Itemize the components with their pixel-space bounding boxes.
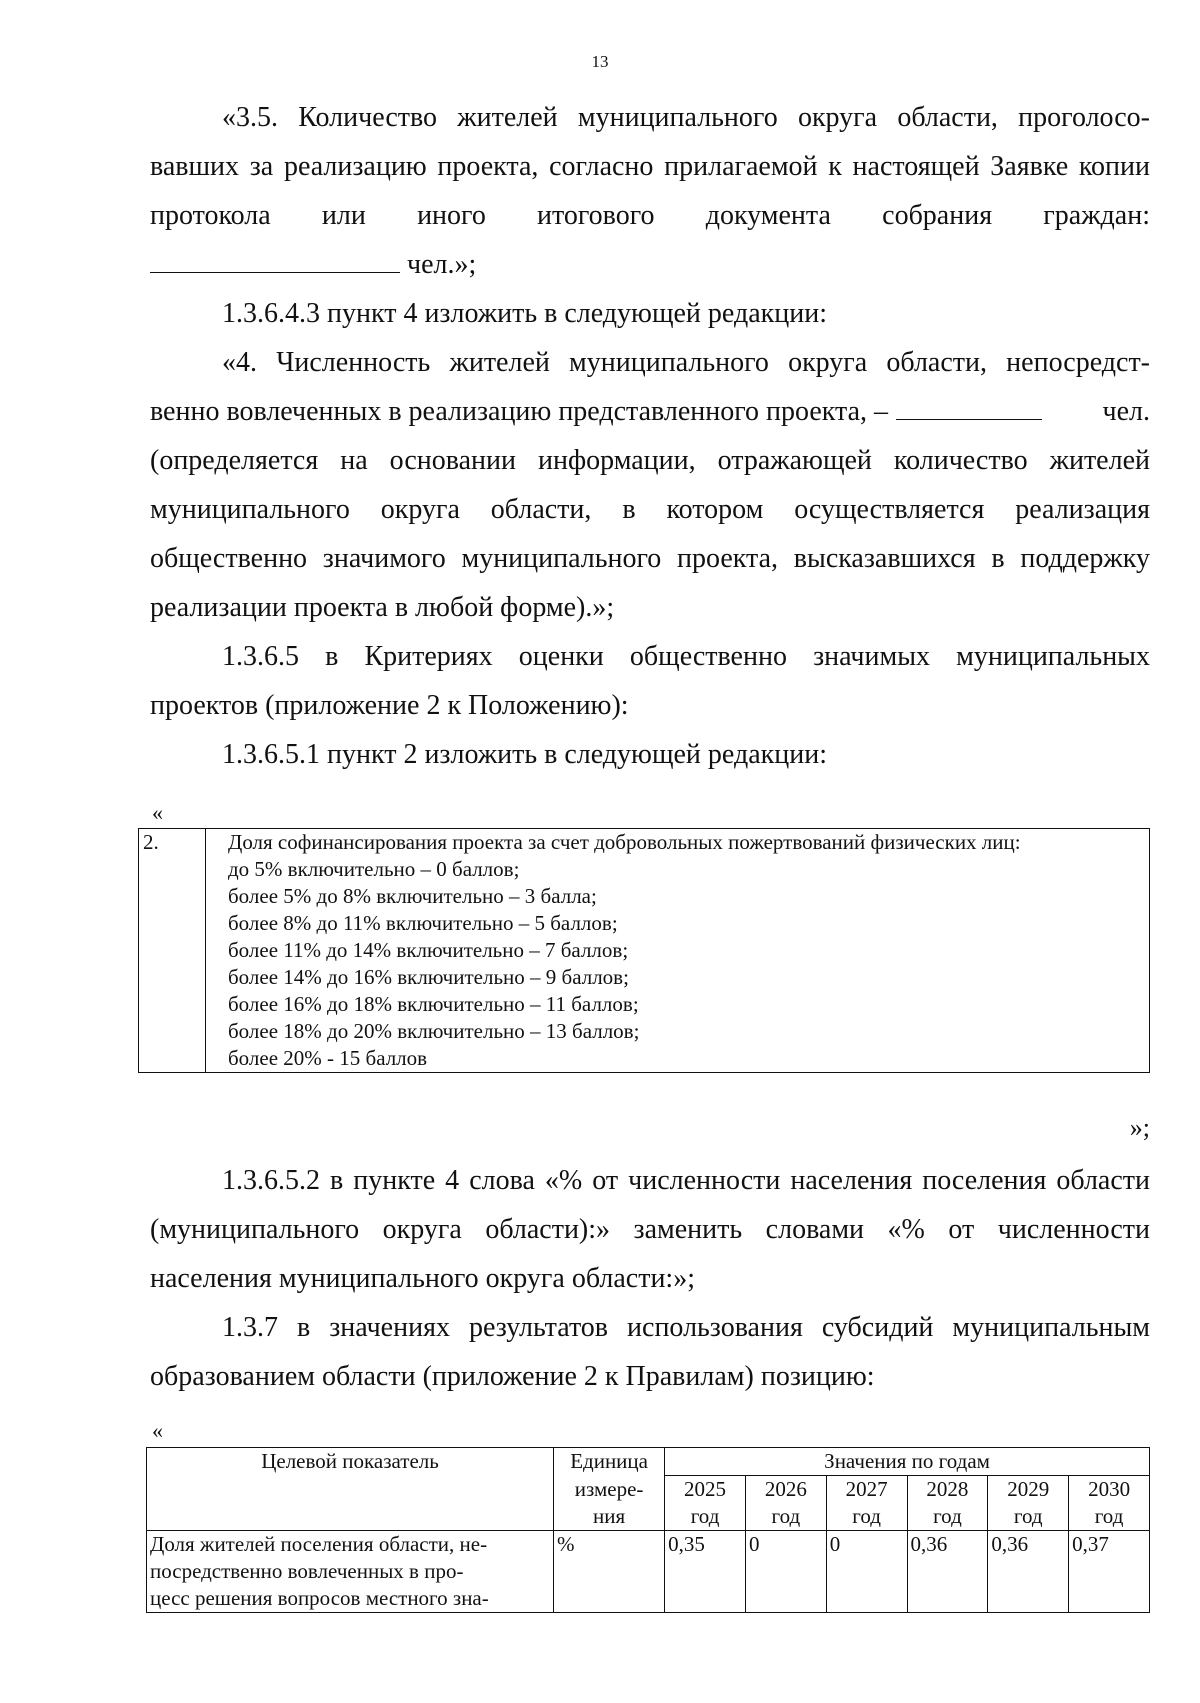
blank-line [150,250,400,273]
item-1-3-7: 1.3.7 в значениях результатов использования субсидий муниципальным образованием области (приложение 2 к Правилам) позицию: [150,1312,1150,1392]
item-1-3-6-5-2: 1.3.6.5.2 в пункте 4 слова «% от численности населения поселения области (муниципального округа области):» заменить словами «% от численности населения муниципального округа области:»; [150,1165,1150,1294]
header-year: 2030 [1069,1476,1150,1504]
header-year-word: год [907,1503,988,1531]
header-year: 2029 [988,1476,1069,1504]
criteria-option: более 14% до 16% включительно – 9 баллов; [228,965,629,989]
table-row [139,829,1150,1073]
header-year-word: год [988,1503,1069,1531]
header-year: 2025 [665,1476,746,1504]
header-unit: ния [554,1503,665,1531]
header-indicator: Целевой показатель [147,1448,554,1476]
p4-line2 [150,387,1150,436]
p35-line4 [150,240,1150,289]
indicator-value: 0,35 [665,1531,746,1613]
quote-open-2: « [152,1418,163,1443]
p4-line2-text: венно вовлеченных в реализацию представленного проекта, – [150,396,889,427]
p35-line3: протокола или иного итогового документа собрания граждан: [150,200,1150,231]
blank-line [896,397,1042,420]
indicator-unit: % [554,1531,665,1613]
criteria-option: более 20% - 15 баллов [228,1046,428,1070]
header-year: 2028 [907,1476,988,1504]
indicator-value: 0 [826,1531,907,1613]
criteria-cell [206,829,1150,1073]
p35-line1: «3.5. Количество жителей муниципального округа области, проголосо- [222,102,1150,133]
criteria-option: более 16% до 18% включительно – 11 баллов; [228,992,639,1016]
header-year: 2026 [745,1476,826,1504]
table-header-row [147,1476,1150,1504]
p4-line1: «4. Численность жителей муниципального округа области, непосредст- [222,347,1150,378]
criteria-table [138,828,1150,1073]
p4-line2-unit: чел. [1102,396,1150,427]
page-number: 13 [591,52,609,71]
indicator-value: 0 [745,1531,826,1613]
criteria-number: 2. [139,829,206,1073]
item-1-3-6-5: 1.3.6.5 в Критериях оценки общественно значимых муниципальных проектов (приложение 2 к Положению): [150,641,1150,721]
header-unit: Единица [554,1448,665,1476]
indicator-value: 0,36 [988,1531,1069,1613]
table-row [147,1531,1150,1613]
header-year-word: год [1069,1503,1150,1531]
indicator-table [146,1447,1150,1613]
indicator-name-line: цесс решения вопросов местного зна- [150,1586,489,1610]
p35-unit: чел.»; [400,249,477,280]
criteria-lead: Доля софинансирования проекта за счет добровольных пожертвований физических лиц: [228,830,1021,854]
table-header-row [147,1448,1150,1476]
item-1-3-6-5-1: 1.3.6.5.1 пункт 2 изложить в следующей редакции: [222,739,827,770]
criteria-option: более 8% до 11% включительно – 5 баллов; [228,911,618,935]
header-indicator-empty [147,1476,554,1504]
header-year-word: год [826,1503,907,1531]
quote-open: « [152,800,163,825]
indicator-value: 0,36 [907,1531,988,1613]
criteria-option: более 18% до 20% включительно – 13 баллов; [228,1019,640,1043]
criteria-option: более 11% до 14% включительно – 7 баллов; [228,938,629,962]
indicator-name-line: Доля жителей поселения области, не- [150,1532,488,1556]
p4-rest: (определяется на основании информации, отражающей количество жителей муниципального округа области, в котором осуществляется реализация общественно значимого муниципального проекта, высказавшихся в поддержку реализации проекта в любой форме).»; [150,445,1150,623]
header-values: Значения по годам [665,1448,1150,1476]
header-indicator-empty [147,1503,554,1531]
item-1-3-6-4-3: 1.3.6.4.3 пункт 4 изложить в следующей редакции: [222,298,827,329]
header-unit: измере- [554,1476,665,1504]
indicator-name-line: посредственно вовлеченных в про- [150,1559,464,1583]
quote-close: »; [1129,1113,1150,1142]
p35-line2: вавших за реализацию проекта, согласно прилагаемой к настоящей Заявке копии [150,151,1150,182]
header-year: 2027 [826,1476,907,1504]
header-year-word: год [665,1503,746,1531]
criteria-option: до 5% включительно – 0 баллов; [228,857,520,881]
criteria-option: более 5% до 8% включительно – 3 балла; [228,884,597,908]
table-header-row [147,1503,1150,1531]
header-year-word: год [745,1503,826,1531]
indicator-name [147,1531,554,1613]
indicator-value: 0,37 [1069,1531,1150,1613]
